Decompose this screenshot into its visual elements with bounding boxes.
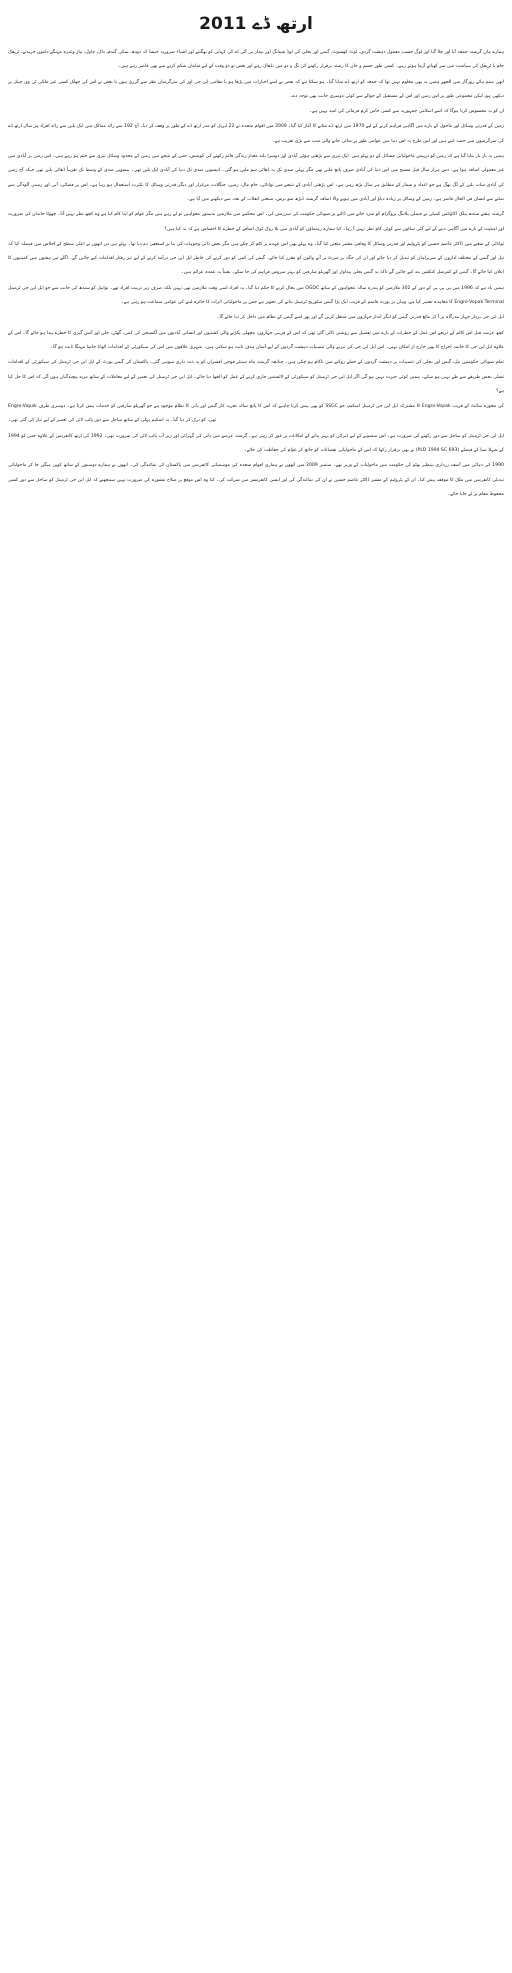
article-paragraph: توانائی کے شعبے میں ڈاکٹر عاصم حسین کو پٹرولیم اور قدرتی وسائل کا وفاقی مشیر متعین کیا گیا۔ وہ پہلے بھی اس عہدے پر کام کر چکے ہیں مگر بعض ذاتی وجوہات کی بنا پر استعفیٰ دے دیا تھا۔ پہلے ہی دن انھوں نے اعلیٰ سطح کے اجلاس میں فیصلہ کیا کہ تیل اور گیس کے مختلف اداروں کے سربراہان کو تبدیل کر دیا جائے اور ان کی جگہ پر میرٹ پر آنے والوں کو مقرر کیا جائے۔ گیس کی کمی کو دور کرنے کی خاطر ایل این جی درآمد کرنے کے لیے تیز رفتار اقدامات کیے جائیں گے۔ اگلے تین ہفتوں میں کمپنیوں کا اعلان کیا جائے گا۔ گیس کے کمرشل کنکشن بند کیے جائیں گے تاکہ یہ گیس بجلی پیداوار اور گھریلو صارفین کو بہتر سروس فراہم کی جا سکے۔ یقیناً یہ عمدہ عزائم ہیں۔ bbox=[8, 241, 504, 276]
article-paragraph: زمین کے قدرتی وسائل اور ماحول کے بارے میں آگاہی فراہم کرنے کے لیے 1970 میں ارتھ ڈے منانے کا آغاز کیا گیا۔ 2009 میں اقوام متحدہ نے 22 اپریل کو مدر ارتھ ڈے کے طور پر وقف کر دیا۔ آج 192 سے زائد ممالک میں ایک بلین سے زائد افراد ہر سال ارتھ ڈے کی سرگرمیوں میں حصہ لیتے ہیں اور اس طرح یہ اس دنیا میں عوامی طور پر منائی جانے والی سب سے بڑی تقریب ہے۔ bbox=[8, 124, 504, 144]
article-paragraph: ایل این جی بردار جہاز بندرگاہ پر آ کر مائع قدرتی گیس کو لنگر انداز جہازوں میں منتقل کریں گے اور پھر اسے گیس کے نظام میں داخل کر دیا جائے گا۔ bbox=[216, 315, 504, 321]
article-paragraph: Engro-Vopak کو بھی پیش کرنا چاہیے کہ اس کا پانچ سالہ تجربہ کار گیس اور پانی کا نظام موجود ہے جو گھریلو صارفین کو خدمات پیش کرتا ہے۔ دوسری طرف SSGC کا مشترکہ ایل این جی ٹرمینل اسکیم، جو Engro-Vopak کی مجوزہ سائٹ کے قریب تھی، کو ترک کر دیا گیا۔ یہ اسکیم پہلی کے ساتھ ساحل سے دور پائپ لائن کی تعمیر کے لیے تیار کی گئی تھی۔ bbox=[8, 404, 504, 424]
article-paragraph: ہمیں یہ بار بار بتایا گیا ہے کہ زمین کو درپیش ماحولیاتی مسائل کے دو پہلو ہیں: ایک تیزی سے بڑھتی ہوئی آبادی اور دوسرا بلند معیار زندگی قائم رکھنے کی کوشش، جس کے نتیجے میں زمین کے محدود وسائل تیزی سے ختم ہو رہے ہیں۔ اس زمین پر آبادی میں غیر معمولی اضافہ ہوا ہے۔ دس ہزار سال قبل مسیح میں اس دنیا کی آبادی صرف پانچ ملین تھی مگر پہلی صدی تک یہ ڈھائی سو ملین ہو گئی۔ انیسویں صدی تک دنیا کی آبادی ایک بلین تھی۔ بیسویں صدی کے وسط تک تقریباً ڈھائی بلین تھی جبکہ آج زمین کی آبادی سات بلین کے لگ بھگ ہے جو اعداد و شمار کے مطابق ہر سال بڑھ رہی ہے۔ اس بڑھتی آبادی کے نتیجے میں توانائی، خام مال، زمین، جنگلات، مرغزار اور دیگر قدرتی وسائل کا بکثرت استعمال ہو رہا ہے۔ اس پر فضائی، آبی اور زمینی آلودگی سے نمٹنے سے انسان فی الحال قاصر ہے۔ زمین کے وسائل پر زیادہ دباؤ اور آبادی میں ہونے والا اضافہ گزشتہ ڈیڑھ سو برس، صنعتی انقلاب کے بعد، سے دیکھنے میں آیا ہے۔ bbox=[8, 154, 504, 202]
article-body bbox=[8, 46, 504, 502]
article-paragraph: ایل این جی ٹرمینل کو ساحل سے دور رکھنے کی ضرورت ہے۔ اس منصوبے کے لیے ڈیزائن کو بہتر بنانے کے امکانات پر غور کر رہی ہے۔ گزشتہ عرصے میں پانی کی گہرائی اور زیر آب پائپ لائن کی ضرورت تھی۔ 1992 کی ارتھ کانفرنس کے علاوہ جس کو 1994 کے شہلا ضیا کے فیصلے (PLD 1994 SC 693) نے بھی برقرار رکھا کہ اس کے ماحولیاتی نقصانات کو جانچ کر عوام کی حفاظت کی جائے۔ bbox=[8, 433, 504, 454]
article-paragraph: ہمیں یاد ہے کہ 1996 میں پی پی پی کے دور کے 302 ملازمین کو پندرہ سالہ تنخواہوں کے ساتھ OGDC میں بحال کرنے کا حکم دیا گیا۔ یہ افراد اسی وقت ملازمین بھی نہیں بلکہ صرف زیر تربیت افراد تھے۔ نوابیل کو سندھ کی جانب سے جو ایل این جی ٹرمینل Engro-Vopak Terminal کا معاہدہ تعمیر کیا ہے، وہاں پر پورٹ قاسم کے قریب ایک بڑا گیس سٹوریج ٹرمینل بنانے کی تجویز ہے جس پر ماحولیاتی اثرات کا جائزہ لینے کی عوامی سماعت ہو رہی ہے۔ bbox=[8, 285, 504, 306]
article-headline: ارتھ ڈے 2011 bbox=[199, 14, 313, 34]
article-paragraph: گزشتہ ہفتے سندھ پبلک اکاؤنٹس کمیٹی نے فیملی پلاننگ پروگرام کو سرد خانے میں ڈالنے پر صوبائی حکومت کی سرزنش کی۔ اس محکمے میں ملازمین بدستور تنخواہیں تو لے رہے ہیں مگر عوام کو اپنا کام کیا ہے وہ کچھ نظر نہیں آتا۔ چھوٹا خاندان کی ضرورت اور اہمیت کے بارے میں آگاہی دینے کے لیے کئی سالوں سے کوئی کام نظر نہیں آ رہا۔ کیا ہمارے رہنماؤں کو آبادی میں بلا روک ٹوک اضافے کے خطرے کا احساس ہے کہ یہ کیا ہیں؟ bbox=[8, 212, 504, 232]
article-paragraph: 1990 کی دہائی میں آصف زرداری بینظیر بھٹو کی حکومت میں ماحولیات کے وزیر تھے۔ ستمبر 2009 میں انھوں نے ہماری اقوام متحدہ کی موسمیاتی کانفرنس میں پاکستان کی نمائندگی کی۔ انھوں نے ہمارے دوستوں کے ساتھ کوپن ہیگن جا کر ماحولیاتی تبدیلی کانفرنس میں ملک کا موقف پیش کیا۔ ان کے پٹرولیم کے مشیر ڈاکٹر عاصم حسین نے ان کی نمائندگی کی اور ایسی کانفرنسز میں شرکت کی۔ کیا وہ اس موقع پر صلاح مشورہ کی ضرورت نہیں سمجھتے کہ ایل این جی ٹرمینل کو ساحل سے دور کسی محفوظ مقام پر لے جایا جائے۔ bbox=[8, 463, 504, 497]
article-paragraph: ہمارے ہاں گزشتہ جمعہ آیا اور چلا گیا اور لوگ حسب معمول دہشت گردی، لوٹ کھسوٹ، گیس اور بجلی کی لوڈ شیڈنگ اور بیمار پی آئی اے کی کہانی کو بھگتتے اور اشیاء ضروریہ جیسا کہ دودھ، شکر، گندم، دال، چاول، پیاز وغیرہ مہنگے داموں خریدتے، ٹریفک جام یا ٹریفک کی سیاست میں سر کھپاتے آزما ہوتے رہے۔ کسی طور جسم و جان کا رشتہ برقرار رکھنے کی تگ و دو میں نڈھال رہے اور بعض تو دو وقت کے لیے سامان شکم کرنے سے بھی قاصر رہے ہیں۔ bbox=[8, 50, 504, 70]
article-paragraph: ان کو یہ محسوس کرنا ہوگا کہ اسے اسلامی جمہوریہ سے کسی خاص کرم فرمائی کی امید نہیں ہے۔ bbox=[309, 109, 504, 115]
article-paragraph: تمام صوبائی حکومتیں تیل، گیس اور بجلی کی تنصیبات پر دہشت گردوں کے حملے روکنے میں ناکام ہو چکی ہیں۔ چنانچہ گزشتہ ماہ سینئر فوجی افسران کو یہ ذمہ داری سونپی گئی۔ پاکستان کی گیس پورٹ کے ایل این جی ٹرمینل کی سیکورٹی کے اقدامات تسلی بخش طریقے سے طے نہیں ہو سکے۔ ہمیں کوئی حیرت نہیں ہو گی اگر ایل این جی ٹرمینل کو سیکورٹی کے لائسنس جاری کرنے کے عمل کو الجھا دیا جائے۔ ایل این جی ٹرمینل کی تعمیر کے لیے معاملات کے ساتھ مزید پیچیدگیاں ہوں گی کہ اس کا حل کیا ہے؟ bbox=[8, 360, 504, 394]
article-paragraph: انھی ستم ہائے روزگار میں الجھے ہمیں یہ بھی معلوم نہیں تھا کہ جمعہ کو ارتھ ڈے منایا گیا۔ ہو سکتا ہے کہ بعض نے اسے اخبارات میں پڑھا ہو یا مقامی این جی اوز کی سرگرمیاں نظر سے گزری ہوں یا بعض نے اس کی جھلک کسی غیر ملکی ٹی وی چینل پر دیکھی ہو، لیکن مجموعی طور پر اس زمین اور اس کے مستقبل کے حوالے سے کوئی دوسری جانب بھی توجہ دے۔ bbox=[8, 79, 504, 99]
article-paragraph: کچھ عرصہ قبل اس کالم کے ذریعے اس عمل کے خطرات کے بارے میں تفصیل سے روشنی ڈالی گئی تھی کہ اس کے قریبی جہازوں، مچھلی پکڑنے والی کشتیوں اور انسانی آبادیوں میں آکسیجن کی کمی، گھٹن، جلن اور آتش گیری کا خطرہ پیدا ہو جائے گا۔ اس کے علاوہ ایل این جی کا خاتمہ اخراج کا بھی خارج از امکان نہیں۔ اس ایل این جی کی تیرنے والی تنصیبات دہشت گردوں کے لیے آسان ہدف ثابت ہو سکتی ہیں۔ شہری علاقوں میں اس کی سیکورٹی کے اقدامات اٹھانا خاصا مہنگا ثابت ہو گا۔ bbox=[8, 330, 504, 350]
